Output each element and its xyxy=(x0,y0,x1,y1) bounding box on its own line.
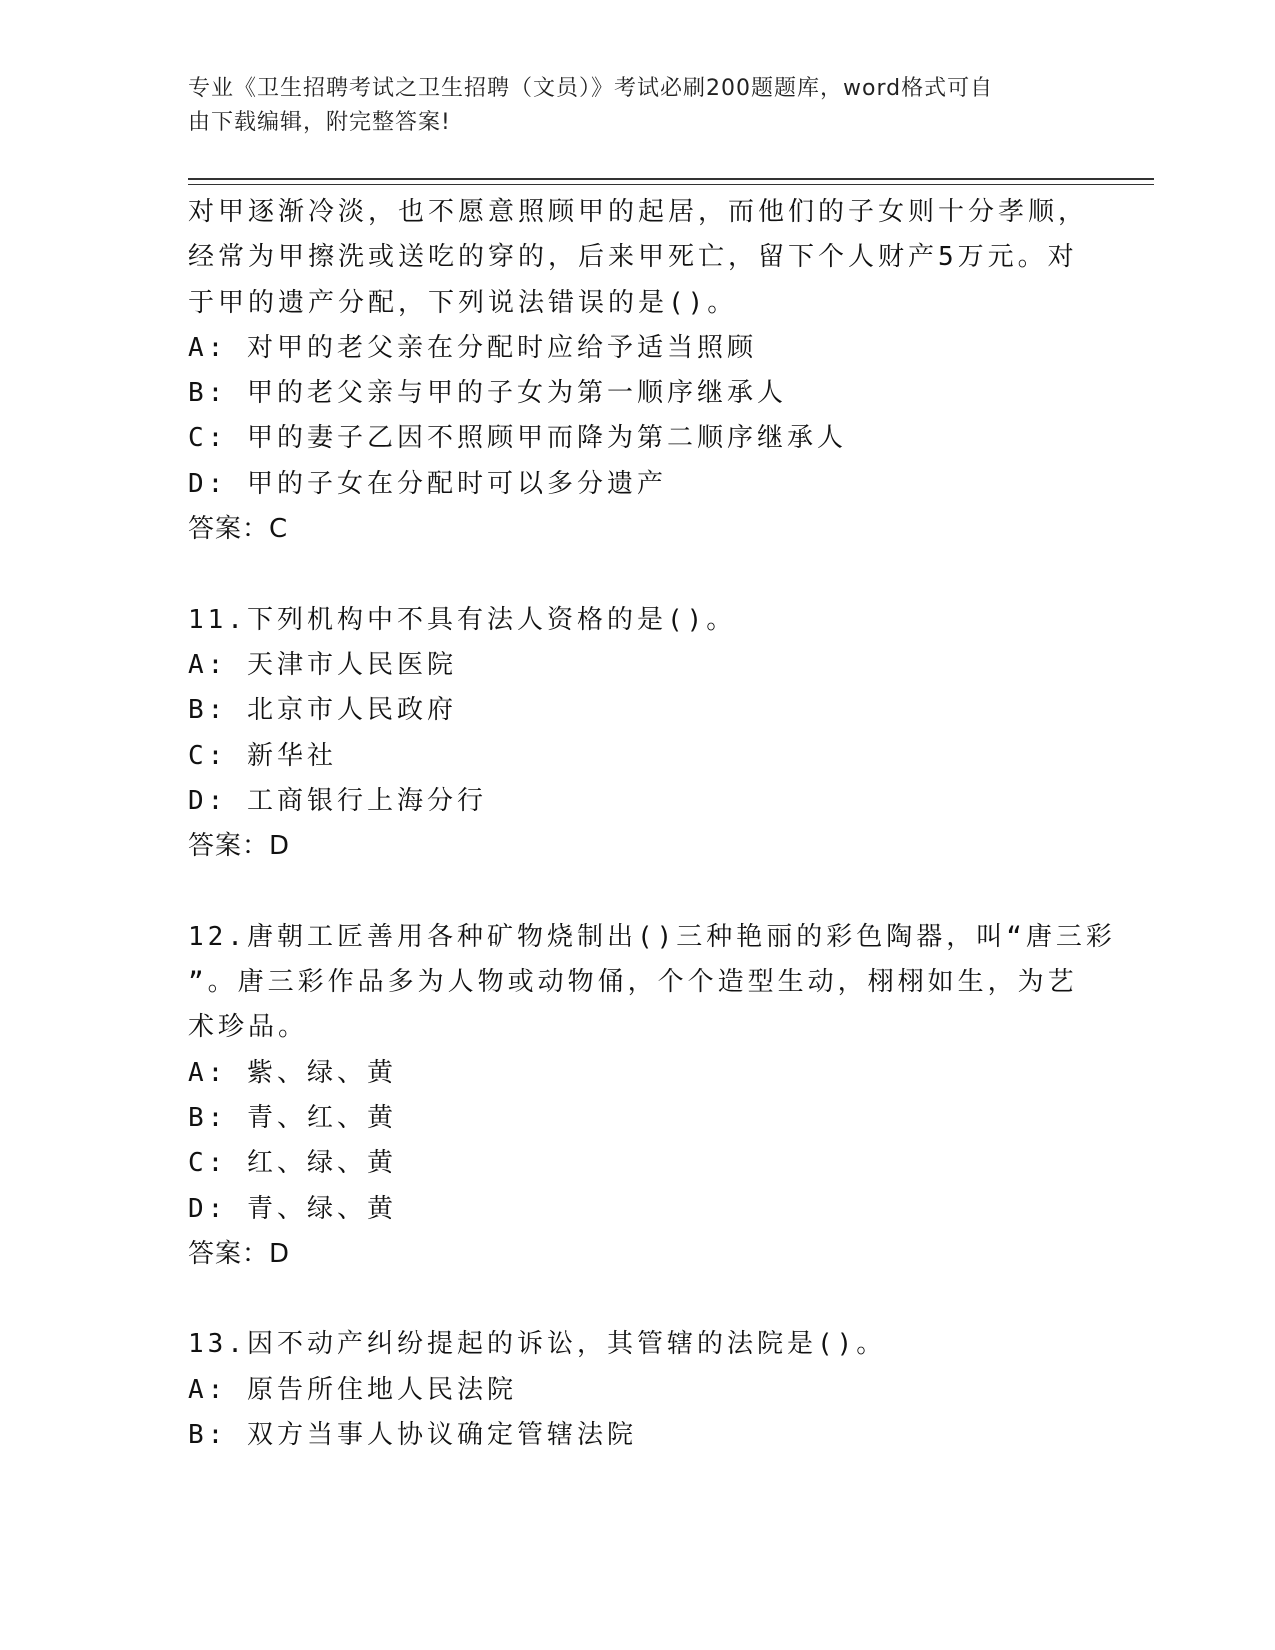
question-stem-line: 11.下列机构中不具有法人资格的是()。 xyxy=(188,604,737,635)
spacer xyxy=(188,869,1088,914)
option-d: D: 甲的子女在分配时可以多分遗产 xyxy=(188,468,667,499)
question-stem-line: 经常为甲擦洗或送吃的穿的，后来甲死亡，留下个人财产5万元。对 xyxy=(188,242,1078,273)
header-title-line-2: 由下载编辑，附完整答案! xyxy=(188,110,451,135)
question-stem-line: 于甲的遗产分配，下列说法错误的是()。 xyxy=(188,287,738,318)
option-a: A: 原告所住地人民法院 xyxy=(188,1374,517,1405)
option-c: C: 红、绿、黄 xyxy=(188,1148,397,1179)
option-b: B: 北京市人民政府 xyxy=(188,695,457,726)
question-10 xyxy=(188,190,1088,552)
question-stem-line: 13.因不动产纠纷提起的诉讼，其管辖的法院是()。 xyxy=(188,1329,887,1360)
option-b: B: 双方当事人协议确定管辖法院 xyxy=(188,1420,637,1451)
spacer xyxy=(188,1277,1088,1322)
question-11 xyxy=(188,598,1088,870)
header-title-line-1: 专业《卫生招聘考试之卫生招聘（文员）》考试必刷200题题库，word格式可自 xyxy=(188,76,994,101)
question-list xyxy=(188,190,1116,1458)
question-stem-line: 术珍品。 xyxy=(188,1012,309,1043)
question-12 xyxy=(188,915,1116,1277)
option-a: A: 对甲的老父亲在分配时应给予适当照顾 xyxy=(188,332,757,363)
option-a: A: 天津市人民医院 xyxy=(188,649,457,680)
header-divider-thick xyxy=(188,178,1154,180)
option-c: C: 甲的妻子乙因不照顾甲而降为第二顺序继承人 xyxy=(188,423,847,454)
option-d: D: 工商银行上海分行 xyxy=(188,785,487,816)
answer-line: 答案：D xyxy=(188,831,291,862)
document-header xyxy=(188,72,1068,140)
header-divider-thin xyxy=(188,184,1154,185)
question-stem-line: 对甲逐渐冷淡，也不愿意照顾甲的起居，而他们的子女则十分孝顺， xyxy=(188,197,1089,227)
question-stem-line: ”。唐三彩作品多为人物或动物俑，个个造型生动，栩栩如生，为艺 xyxy=(188,967,1078,998)
option-b: B: 甲的老父亲与甲的子女为第一顺序继承人 xyxy=(188,378,787,409)
answer-line: 答案：C xyxy=(188,514,289,545)
option-a: A: 紫、绿、黄 xyxy=(188,1057,397,1088)
spacer xyxy=(188,552,1088,597)
question-stem-line: 12.唐朝工匠善用各种矿物烧制出()三种艳丽的彩色陶器，叫“唐三彩 xyxy=(188,921,1116,952)
option-c: C: 新华社 xyxy=(188,740,337,771)
question-13 xyxy=(188,1322,1088,1458)
option-b: B: 青、红、黄 xyxy=(188,1102,397,1133)
answer-line: 答案：D xyxy=(188,1238,291,1269)
option-d: D: 青、绿、黄 xyxy=(188,1193,397,1224)
